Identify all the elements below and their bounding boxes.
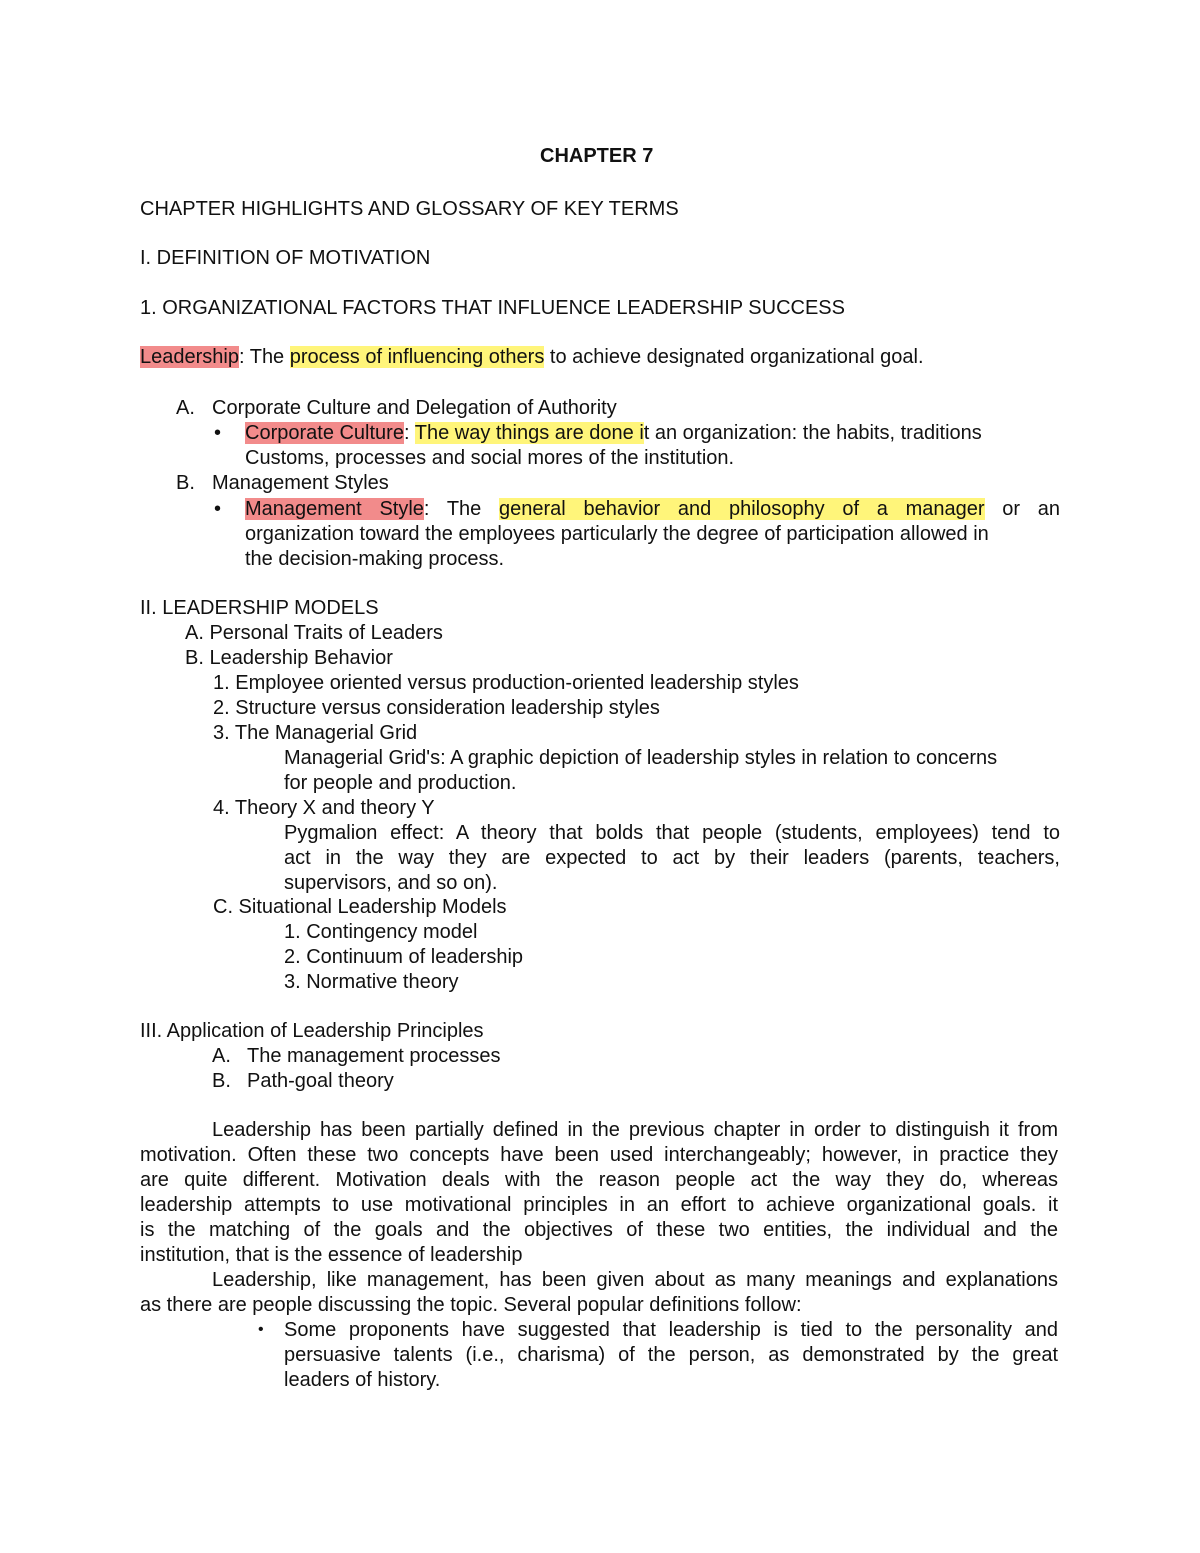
leadership-term: Leadership (140, 346, 239, 368)
bullet-icon: • (214, 498, 222, 520)
management-style-definition (245, 497, 1060, 522)
corporate-culture-sep: : (403, 422, 415, 444)
application-a: The management processes (247, 1045, 501, 1067)
bullet-icon: • (214, 422, 222, 444)
management-style-term: Management Style (245, 498, 424, 520)
management-style-sep: : The (423, 498, 500, 520)
models-b4-def3: supervisors, and so on). (284, 872, 498, 894)
models-b3: 3. The Managerial Grid (213, 722, 418, 744)
application-b-letter: B. (212, 1070, 231, 1092)
management-style-line2: organization toward the employees particularly the degree of participation allowed in (245, 523, 989, 545)
application-a-letter: A. (212, 1045, 231, 1067)
final-bullet-line: leaders of history. (284, 1369, 441, 1391)
corporate-culture-definition (245, 421, 1060, 445)
management-style-line3: the decision-making process. (245, 548, 505, 570)
models-b4-def2: act in the way they are expected to act by their leaders (parents, teachers, (284, 847, 1060, 869)
final-bullet-line: Some proponents have suggested that leadership is tied to the personality and (284, 1319, 1058, 1341)
para1-line: institution, that is the essence of leadership (140, 1244, 523, 1266)
models-b3-def2: for people and production. (284, 772, 517, 794)
management-style-rest: or an (984, 498, 1060, 520)
sub-b-letter: B. (176, 472, 195, 494)
models-c1: 1. Contingency model (284, 921, 478, 943)
para1-line: is the matching of the goals and the objectives of these two entities, the individual and the (140, 1219, 1058, 1241)
highlights-heading: CHAPTER HIGHLIGHTS AND GLOSSARY OF KEY TERMS (140, 198, 679, 220)
para1-line: leadership attempts to use motivational principles in an effort to achieve organizational goals. it (140, 1194, 1058, 1216)
models-b: B. Leadership Behavior (185, 647, 393, 669)
leadership-definition (140, 345, 924, 369)
models-b2: 2. Structure versus consideration leadership styles (213, 697, 660, 719)
corporate-culture-line2: Customs, processes and social mores of the institution. (245, 447, 735, 469)
models-b3-def1: Managerial Grid's: A graphic depiction of leadership styles in relation to concerns (284, 747, 998, 769)
models-a: A. Personal Traits of Leaders (185, 622, 443, 644)
models-b1: 1. Employee oriented versus production-oriented leadership styles (213, 672, 799, 694)
corporate-culture-term: Corporate Culture (245, 422, 404, 444)
models-b4: 4. Theory X and theory Y (213, 797, 435, 819)
para1-line: are quite different. Motivation deals with the reason people act the way they do, whereas (140, 1169, 1058, 1191)
section-iii-heading: III. Application of Leadership Principles (140, 1020, 484, 1042)
section-i-heading: I. DEFINITION OF MOTIVATION (140, 247, 431, 269)
para2-line: Leadership, like management, has been given about as many meanings and explanations (212, 1269, 1058, 1291)
models-c2: 2. Continuum of leadership (284, 946, 524, 968)
models-b4-def1: Pygmalion effect: A theory that bolds that people (students, employees) tend to (284, 822, 1060, 844)
para2-line: as there are people discussing the topic. Several popular definitions follow: (140, 1294, 802, 1316)
section-1-heading: 1. ORGANIZATIONAL FACTORS THAT INFLUENCE LEADERSHIP SUCCESS (140, 297, 845, 319)
para1-line: Leadership has been partially defined in the previous chapter in order to distinguish it from (212, 1119, 1058, 1141)
corporate-culture-rest: t an organization: the habits, traditions (643, 422, 982, 444)
application-b: Path-goal theory (247, 1070, 394, 1092)
management-style-highlight: general behavior and philosophy of a manager (499, 498, 985, 520)
leadership-rest: to achieve designated organizational goal. (544, 346, 924, 368)
leadership-sep: : The (238, 346, 290, 368)
models-c: C. Situational Leadership Models (213, 896, 507, 918)
para1-line: motivation. Often these two concepts have been used interchangeably; however, in practice they (140, 1144, 1058, 1166)
section-ii-heading: II. LEADERSHIP MODELS (140, 597, 379, 619)
final-bullet-line: persuasive talents (i.e., charisma) of the person, as demonstrated by the great (284, 1344, 1058, 1366)
sub-a-text: Corporate Culture and Delegation of Authority (212, 397, 617, 419)
corporate-culture-highlight: The way things are done i (414, 422, 644, 444)
bullet-icon: • (258, 1321, 264, 1338)
sub-b-text: Management Styles (212, 472, 389, 494)
sub-a-letter: A. (176, 397, 195, 419)
chapter-title: CHAPTER 7 (540, 145, 654, 167)
leadership-highlight: process of influencing others (289, 346, 545, 368)
models-c3: 3. Normative theory (284, 971, 459, 993)
